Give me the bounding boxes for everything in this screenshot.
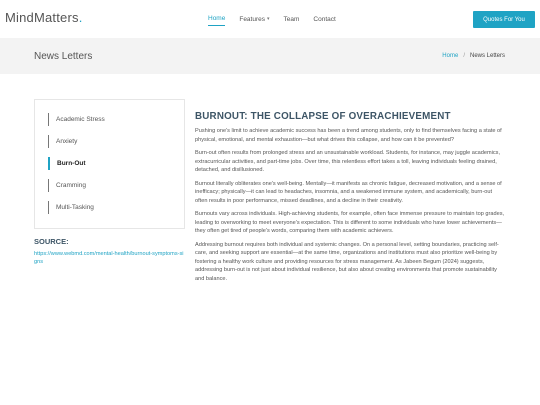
sidebar-item-anxiety[interactable]: Anxiety (48, 135, 77, 148)
sidebar-item-burn-out[interactable]: Burn-Out (48, 157, 86, 170)
brand-dot: . (78, 10, 83, 25)
breadcrumb-current: News Letters (469, 53, 505, 59)
source-heading: SOURCE: (34, 237, 69, 246)
nav-features-label: Features (239, 15, 265, 23)
nav-home[interactable]: Home (208, 15, 225, 26)
topic-sidebar (34, 99, 185, 229)
breadcrumb-separator: / (463, 53, 465, 59)
nav-contact[interactable]: Contact (313, 15, 336, 23)
article-paragraph: Burn-out often results from prolonged stress and an unsustainable workload. Students, for instance, may juggle academics, extracurricular activities, and part-time jobs. Over time, this relentless effort takes a toll, leaving individuals feeling drained, detached, and disillusioned. (195, 150, 501, 173)
article-title: BURNOUT: THE COLLAPSE OF OVERACHIEVEMENT (195, 111, 451, 122)
source-link[interactable]: https://www.webmd.com/mental-health/burnout-symptoms-signs (34, 251, 184, 266)
article-paragraph: Burnout literally obliterates one's well-being. Mentally—it manifests as chronic fatigue, decreased motivation, and a sense of inefficacy; physically—it can lead to headaches, insomnia, and a weakened immune system, and academically, burn-out often results in poor performance, missed deadlines, and a decline in their creativity. (195, 180, 502, 204)
article (195, 111, 505, 288)
nav-team[interactable]: Team (283, 15, 300, 23)
page-title: News Letters (34, 51, 93, 62)
quotes-button[interactable]: Quotes For You (473, 11, 535, 28)
article-paragraph: Pushing one's limit to achieve academic success has been a trend among students, only to find themselves facing a state of physical, emotional, and mental exhaustion—but what drives this collapse, and how can it be prevented? (195, 128, 502, 143)
breadcrumb (442, 53, 505, 59)
page-banner (0, 38, 540, 74)
chevron-down-icon: ▾ (267, 16, 270, 22)
breadcrumb-home-link[interactable]: Home (442, 53, 459, 59)
brand-logo[interactable] (5, 10, 83, 25)
navbar (0, 0, 540, 38)
nav-features[interactable] (239, 15, 269, 26)
sidebar-item-academic-stress[interactable]: Academic Stress (48, 113, 105, 126)
article-paragraph: Burnouts vary across individuals. High-achieving students, for example, often face immense pressure to maintain top grades, leading to overworking to meet everyone's expectation. This is different to some individuals who have lower achievements—they often get tired of people's words, comparing them with academic achievers. (195, 211, 505, 234)
sidebar-item-multi-tasking[interactable]: Multi-Tasking (48, 201, 94, 214)
sidebar-item-cramming[interactable]: Cramming (48, 179, 86, 192)
article-paragraph: Addressing burnout requires both individual and systemic changes. On a personal level, setting boundaries, practicing self-care, and seeking support are essential—at the same time, organizations and institutions must also prioritize well-being by fostering a healthy work culture and providing resources for stress management. As Jabeen Begum (2024) suggests, addressing burn-out is not just about individual resilience, but also about creating environments that promote sustainability and balance. (195, 241, 499, 282)
brand-name: MindMatters (5, 10, 79, 25)
main-nav (208, 15, 336, 26)
